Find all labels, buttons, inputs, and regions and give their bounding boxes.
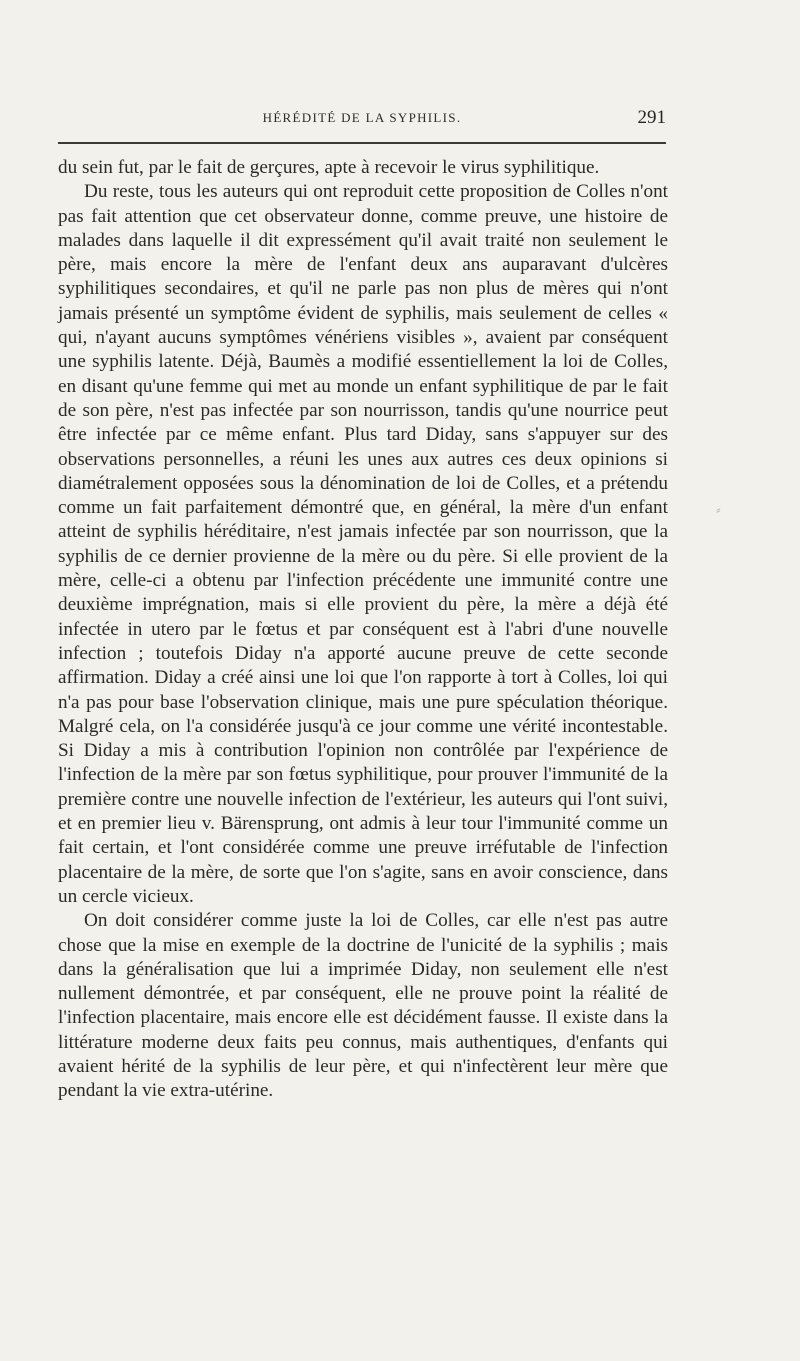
- paragraph-colles-critique: Du reste, tous les auteurs qui ont reproduit cette proposition de Colles n'ont pas fait attention que cet observateur donne, comme preuve, une histoire de malades dans laquelle il dit expressément qu'il avait traité non seulement le père, mais encore la mère de l'enfant deux ans auparavant d'ulcères syphilitiques secondaires, et qu'il ne parle pas non plus de mères qui n'ont jamais présenté un symptôme évident de syphilis, mais seulement de celles « qui, n'ayant aucuns symptômes vénériens visibles », avaient par conséquent une syphilis latente. Déjà, Baumès a modifié essentiellement la loi de Colles, en disant qu'une femme qui met au monde un enfant syphilitique de par le fait de son père, n'est pas infectée par son nourrisson, tandis qu'une nourrice peut être infectée par ce même enfant. Plus tard Diday, sans s'appuyer sur des observations personnelles, a réuni les unes aux autres ces deux opinions si diamétralement opposées sous la dénomination de loi de Colles, et a prétendu comme un fait parfaitement démontré que, en général, la mère d'un enfant atteint de syphilis héréditaire, n'est jamais infectée par son nourrisson, que la syphilis de ce dernier provienne de la mère ou du père. Si elle provient de la mère, celle-ci a obtenu par l'infection précédente une immunité contre une deuxième imprégnation, mais si elle provient du père, la mère a déjà été infectée in utero par le fœtus et par conséquent est à l'abri d'une nouvelle infection ; toutefois Diday n'a apporté aucune preuve de cette seconde affirmation. Diday a créé ainsi une loi que l'on rapporte à tort à Colles, loi qui n'a pas pour base l'observation clinique, mais une pure spéculation théorique. Malgré cela, on l'a considérée jusqu'à ce jour comme une vérité incontestable. Si Diday a mis à contribution l'opinion non contrôlée par l'expérience de l'infection de la mère par son fœtus syphilitique, pour prouver l'immunité de la première contre une nouvelle infection de l'extérieur, les auteurs qui l'ont suivi, et en premier lieu v. Bärensprung, ont admis à leur tour l'immunité comme un fait certain, et l'ont considérée comme une preuve irréfutable de l'infection placentaire de la mère, de sorte que l'on s'agite, sans en avoir conscience, dans un cercle vicieux.: [58, 181, 668, 907]
- margin-smudge: ⸗: [716, 503, 721, 518]
- paragraph-conclusion: On doit considérer comme juste la loi de Colles, car elle n'est pas autre chose que la mise en exemple de la doctrine de l'unicité de la syphilis ; mais dans la généralisation que lui a imprimée Diday, non seulement elle n'est nullement démontrée, et par conséquent, elle ne prouve point la réalité de l'infection placentaire, mais encore elle est décidément fausse. Il existe dans la littérature moderne deux faits peu connus, mais authentiques, d'enfants qui avaient hérité de la syphilis de leur père, et qui n'infectèrent leur mère que pendant la vie extra-utérine.: [58, 910, 668, 1102]
- body-text: [58, 156, 668, 1104]
- header-rule: [58, 142, 666, 144]
- page-number: 291: [637, 107, 666, 128]
- paragraph-continuation: du sein fut, par le fait de gerçures, apte à recevoir le virus syphilitique.: [58, 157, 600, 178]
- running-head: [58, 107, 666, 134]
- running-title: HÉRÉDITÉ DE LA SYPHILIS.: [262, 110, 462, 125]
